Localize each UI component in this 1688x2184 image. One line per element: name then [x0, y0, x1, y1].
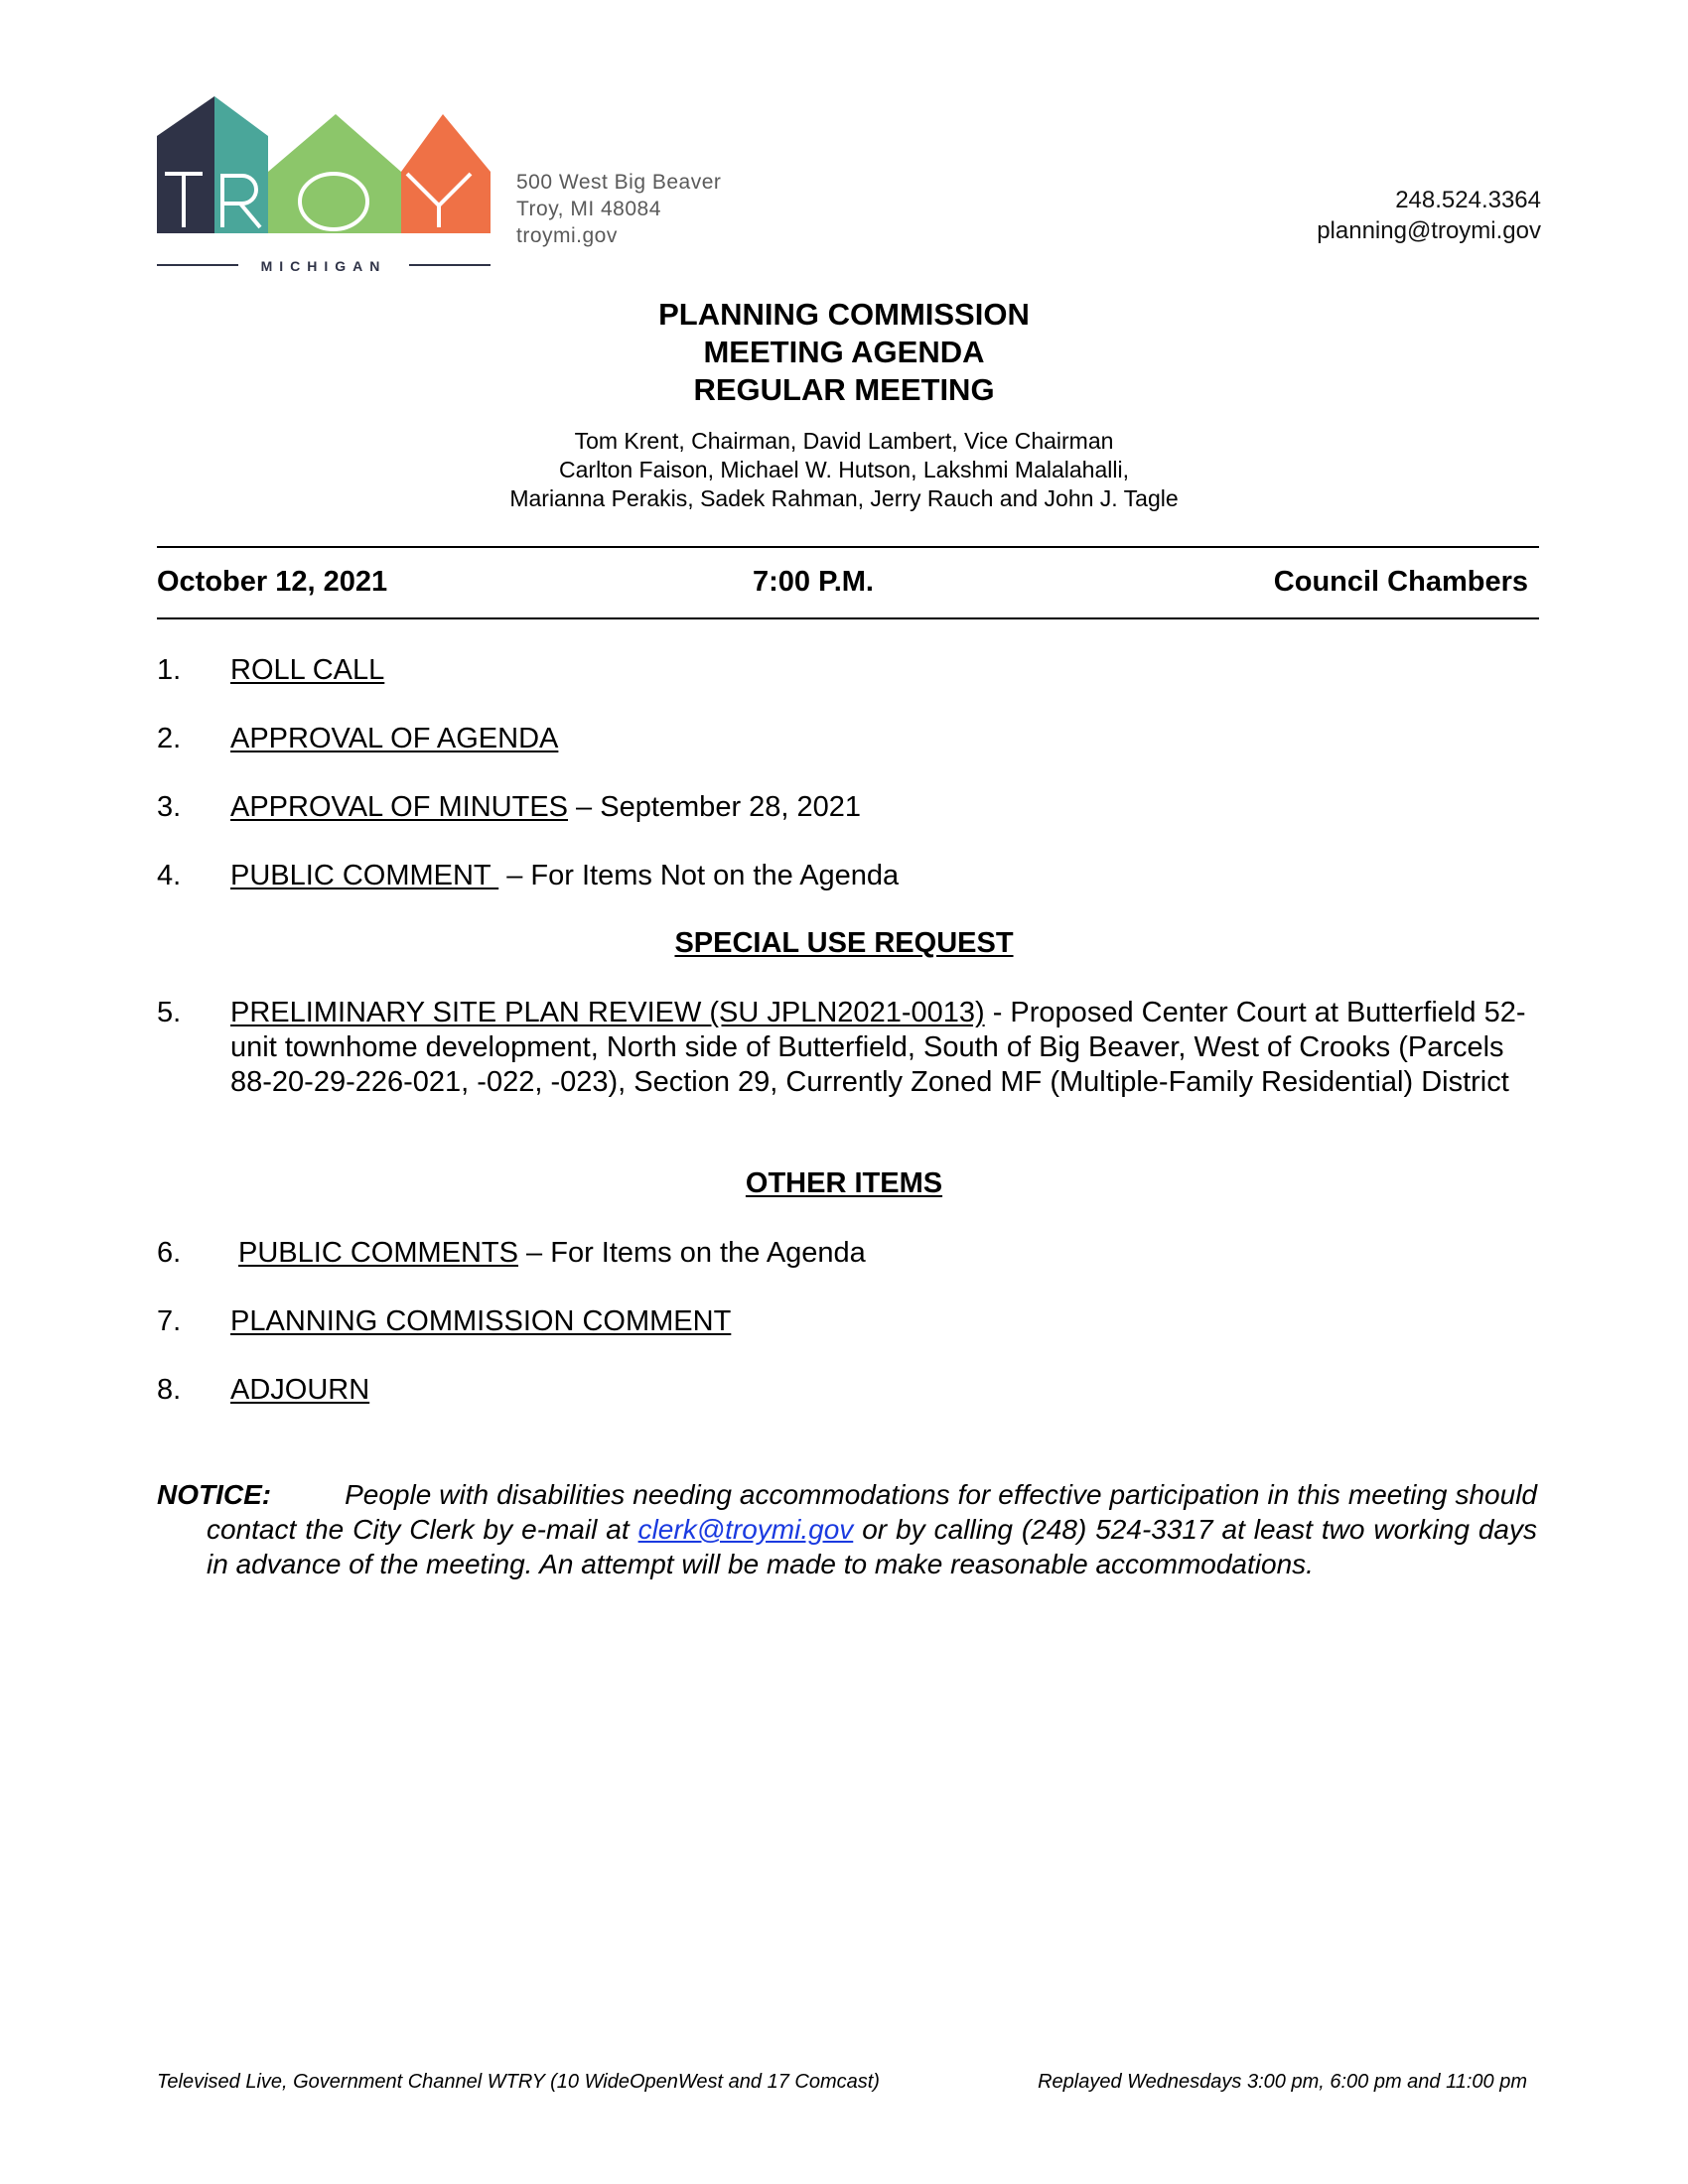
item-detail: – For Items on the Agenda: [517, 1237, 866, 1269]
item-number: 2.: [157, 723, 182, 754]
clerk-email-link[interactable]: clerk@troymi.gov: [637, 1514, 854, 1545]
members-line-1: Tom Krent, Chairman, David Lambert, Vice Chairman: [574, 428, 1114, 454]
notice-text-continued: or by calling (248) 524-3317 at least two working days in advance of the meeting. An attempt will be made to make reasonable accommodations.: [207, 1514, 1538, 1579]
item-title: APPROVAL OF MINUTES: [230, 791, 568, 823]
item-number: 4.: [157, 860, 182, 891]
title-line-2: MEETING AGENDA: [703, 335, 985, 369]
item-detail: – For Items Not on the Agenda: [498, 860, 900, 891]
address-website: troymi.gov: [516, 224, 618, 247]
logo-subtitle: MICHIGAN: [260, 258, 387, 274]
address-city: Troy, MI 48084: [516, 198, 661, 220]
item-detail: - Proposed Center Court at Butterfield 52-unit townhome development, North side of Butterfield, South of Big Beaver, West of Crooks (Parcels 88-20-29-226-021, -022, -023), Section 29, Currently Zoned MF (Multiple-Family Residential) District: [230, 997, 1526, 1098]
item-title: PUBLIC COMMENT: [230, 860, 499, 891]
notice-label: NOTICE:: [157, 1479, 272, 1510]
meeting-date: October 12, 2021: [157, 566, 388, 598]
logo-house-orange: [401, 114, 491, 233]
footer-televised: Televised Live, Government Channel WTRY (10 WideOpenWest and 17 Comcast): [157, 2071, 880, 2093]
item-title: PUBLIC COMMENTS: [238, 1237, 518, 1269]
item-number: 3.: [157, 791, 182, 823]
contact-email: planning@troymi.gov: [1317, 217, 1541, 244]
item-title: APPROVAL OF AGENDA: [230, 723, 559, 754]
meeting-location: Council Chambers: [1273, 566, 1528, 598]
contact-phone: 248.524.3364: [1395, 187, 1541, 213]
item-number: 7.: [157, 1305, 182, 1337]
item-title: PRELIMINARY SITE PLAN REVIEW (SU JPLN2021-0013): [230, 997, 985, 1028]
planning-contact: [1317, 185, 1541, 246]
section-heading: SPECIAL USE REQUEST: [674, 927, 1014, 959]
item-number: 6.: [157, 1237, 182, 1269]
members-line-2: Carlton Faison, Michael W. Hutson, Lakshmi Malalahalli,: [559, 457, 1129, 482]
title-line-1: PLANNING COMMISSION: [658, 297, 1030, 332]
title-line-3: REGULAR MEETING: [693, 372, 995, 407]
item-number: 1.: [157, 654, 182, 686]
section-heading: OTHER ITEMS: [745, 1167, 943, 1199]
item-number: 8.: [157, 1374, 182, 1406]
item-title: ADJOURN: [230, 1374, 370, 1406]
members-line-3: Marianna Perakis, Sadek Rahman, Jerry Rauch and John J. Tagle: [509, 485, 1179, 511]
meeting-time: 7:00 P.M.: [753, 566, 874, 598]
address-street: 500 West Big Beaver: [516, 171, 722, 194]
accessibility-notice: [157, 1477, 1537, 1581]
troy-michigan-logo: [157, 94, 491, 275]
item-title: PLANNING COMMISSION COMMENT: [230, 1305, 732, 1337]
notice-text: People with disabilities needing accommodations for effective participation in this meeting should contact the City Clerk by e-mail at: [207, 1479, 1537, 1545]
item-title: ROLL CALL: [230, 654, 385, 686]
bottom-divider: [157, 617, 1539, 619]
top-divider: [157, 546, 1539, 548]
footer-replayed: Replayed Wednesdays 3:00 pm, 6:00 pm and 11:00 pm: [1038, 2071, 1527, 2093]
agenda-title: [0, 296, 1688, 409]
item-detail: – September 28, 2021: [568, 791, 862, 823]
item-number: 5.: [157, 997, 182, 1028]
commission-members: [0, 427, 1688, 513]
city-address: [516, 169, 721, 249]
